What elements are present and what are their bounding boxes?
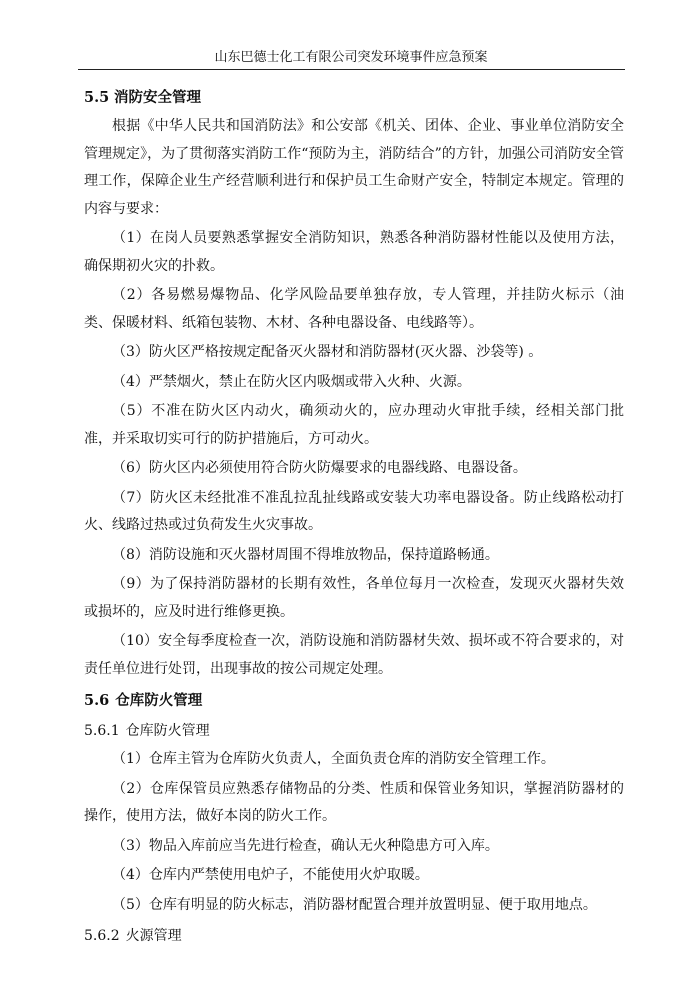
section-title: 消防安全管理 (114, 89, 201, 106)
subsection-title: 火源管理 (125, 928, 182, 944)
subsection-heading-5-6-2 (84, 921, 624, 951)
subsection-number: 5.6.1 (84, 723, 120, 739)
section-heading-5-5 (84, 82, 624, 113)
section-intro-paragraph: 根据《中华人民共和国消防法》和公安部《机关、团体、企业、事业单位消防安全管理规定》，为了贯彻落实消防工作“预防为主，消防结合”的方针，加强公司消防安全管理工作，保障企业生产经营顺利进行和保护员工生命财产安全，特制定本规定。管理的内容与要求： (84, 118, 624, 217)
document-body (84, 82, 624, 951)
list-item: （1）在岗人员要熟悉掌握安全消防知识，熟悉各种消防器材性能以及使用方法，确保期初火灾的扑救。 (84, 230, 624, 274)
section-number: 5.5 (84, 89, 110, 106)
list-item: （3）防火区严格按规定配备灭火器材和消防器材(灭火器、沙袋等) 。 (112, 344, 543, 360)
list-item: （4）严禁烟火，禁止在防火区内吸烟或带入火种、火源。 (112, 373, 471, 390)
list-item: （4）仓库内严禁使用电炉子，不能使用火炉取暖。 (112, 867, 429, 883)
list-item: （3）物品入库前应当先进行检查，确认无火种隐患方可入库。 (112, 837, 499, 854)
subsection-title: 仓库防火管理 (125, 723, 210, 739)
section-title: 仓库防火管理 (115, 692, 203, 709)
subsection-heading-5-6-1 (84, 716, 624, 746)
section-heading-5-6 (84, 685, 624, 716)
list-item: （2）各易燃易爆物品、化学风险品要单独存放，专人管理，并挂防火标示（油类、保暖材料、纸箱包装物、木材、各种电器设备、电线路等）。 (84, 287, 624, 331)
page-header-title: 山东巴德士化工有限公司突发环境事件应急预案 (214, 50, 488, 65)
header-divider (78, 69, 625, 70)
list-item: （2）仓库保管员应熟悉存储物品的分类、性质和保管业务知识，掌握消防器材的操作，使用方法，做好本岗的防火工作。 (84, 780, 624, 824)
list-item: （1）仓库主管为仓库防火负责人，全面负责仓库的消防安全管理工作。 (112, 751, 555, 767)
list-item: （6）防火区内必须使用符合防火防爆要求的电器线路、电器设备。 (112, 460, 527, 476)
list-item: （10）安全每季度检查一次，消防设施和消防器材失效、损坏或不符合要求的，对责任单位进行处罚，出现事故的按公司规定处理。 (84, 633, 624, 677)
subsection-number: 5.6.2 (84, 928, 120, 944)
list-item: （5）不准在防火区内动火，确须动火的，应办理动火审批手续，经相关部门批准，并采取切实可行的防护措施后，方可动火。 (84, 403, 624, 447)
list-item: （9）为了保持消防器材的长期有效性，各单位每月一次检查，发现灭火器材失效或损坏的，应及时进行维修更换。 (84, 576, 624, 620)
list-item: （8）消防设施和灭火器材周围不得堆放物品，保持道路畅通。 (112, 546, 499, 563)
section-number: 5.6 (84, 692, 110, 709)
list-item: （5）仓库有明显的防火标志，消防器材配置合理并放置明显、便于取用地点。 (112, 896, 597, 913)
list-item: （7）防火区未经批准不准乱拉乱扯线路或安装大功率电器设备。防止线路松动打火、线路过热或过负荷发生火灾事故。 (84, 489, 624, 533)
